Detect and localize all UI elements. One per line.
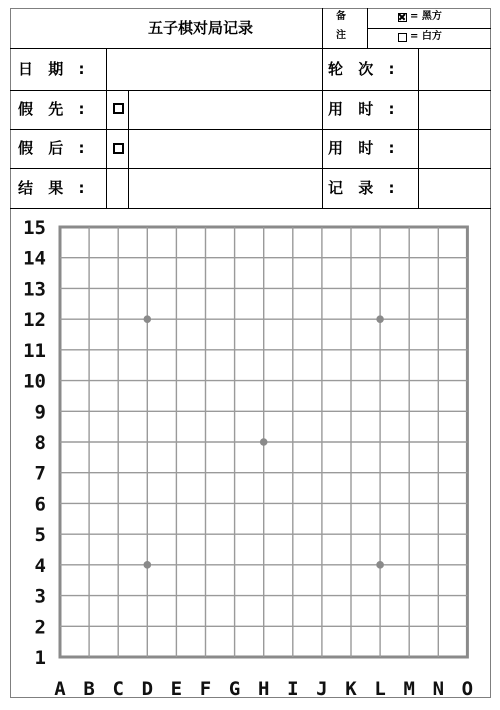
first-time-label: 用 时 : [328, 100, 400, 118]
row-label: 10 [23, 370, 46, 393]
row-label: 15 [23, 217, 46, 239]
column-label: K [345, 678, 357, 700]
row-label: 12 [23, 309, 46, 332]
sheet-title: 五子棋对局记录 [148, 19, 254, 37]
column-label: N [432, 678, 445, 700]
column-label: B [83, 678, 95, 700]
column-label: E [170, 678, 183, 700]
column-label: M [403, 678, 415, 700]
note-label-top: 备 [336, 11, 346, 22]
note-label-bottom: 注 [336, 30, 346, 41]
column-label: A [54, 678, 66, 700]
row-label: 11 [23, 339, 46, 362]
row-label: 7 [34, 462, 46, 485]
first-player-label: 假 先 : [18, 100, 90, 118]
column-label: G [228, 678, 241, 700]
row-label: 5 [34, 524, 46, 547]
column-label: C [112, 678, 124, 700]
star-point [144, 315, 152, 323]
second-time-label: 用 时 : [328, 139, 400, 157]
star-point [376, 315, 384, 323]
column-label: I [287, 678, 299, 700]
record-label: 记 录 : [328, 179, 400, 197]
row-label: 2 [34, 616, 46, 639]
row-label: 14 [23, 247, 46, 270]
column-label: F [199, 678, 212, 700]
row-label: 13 [23, 278, 46, 301]
column-label: D [141, 678, 154, 700]
legend-white-text: = 白方 [410, 31, 442, 42]
row-label: 6 [34, 493, 46, 516]
column-label: J [316, 678, 328, 700]
round-label: 轮 次 : [328, 60, 400, 78]
row-label: 8 [34, 432, 46, 454]
column-label: L [374, 678, 386, 700]
row-label: 4 [34, 554, 46, 577]
star-point [376, 561, 384, 569]
row-label: 1 [34, 647, 46, 669]
column-label: H [257, 678, 270, 700]
row-label: 3 [34, 585, 46, 608]
row-label: 9 [34, 401, 46, 424]
column-label: O [461, 678, 474, 700]
legend-black-text: = 黑方 [410, 11, 442, 22]
second-player-label: 假 后 : [18, 139, 90, 157]
date-label: 日 期 : [18, 60, 90, 78]
star-point [260, 438, 268, 446]
result-label: 结 果 : [18, 179, 90, 197]
star-point [144, 561, 152, 569]
